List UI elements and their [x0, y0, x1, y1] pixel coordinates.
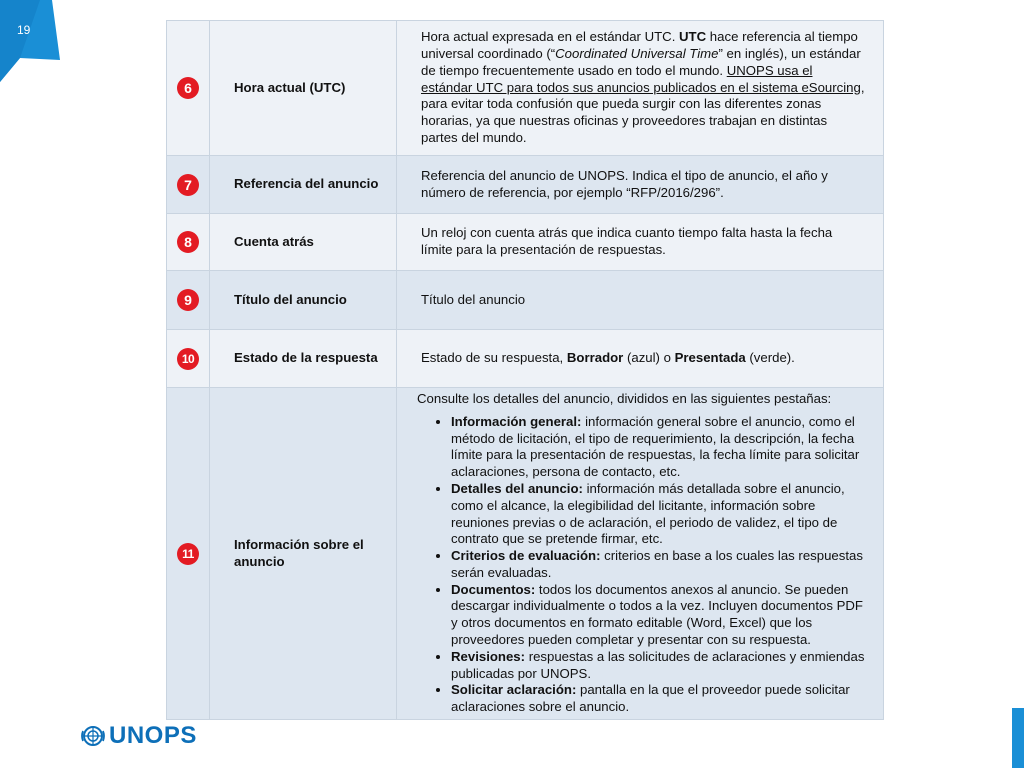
table-row [167, 156, 884, 214]
table-row [167, 388, 884, 720]
row-description: Un reloj con cuenta atrás que indica cuanto tiempo falta hasta la fecha límite para la presentación de respuestas. [397, 214, 884, 271]
row-label: Información sobre el anuncio [210, 388, 397, 720]
accent-bar [1012, 708, 1024, 768]
row-description: Referencia del anuncio de UNOPS. Indica el tipo de anuncio, el año y número de referencia, por ejemplo “RFP/2016/296”. [397, 156, 884, 214]
table-row [167, 21, 884, 156]
row-label: Referencia del anuncio [210, 156, 397, 214]
list-item: • Información general: información general sobre el anuncio, como el método de licitación, el tipo de requerimiento, la descripción, la fecha límite para la presentación de respuestas, la fecha límite para solicitar aclaraciones, persona de contacto, etc. [451, 414, 865, 481]
unops-logo [80, 722, 197, 750]
tabs-intro: Consulte los detalles del anuncio, divididos en las siguientes pestañas: [417, 390, 832, 406]
list-item: • Revisiones: respuestas a las solicitudes de aclaraciones y enmiendas publicadas por UNOPS. [451, 649, 865, 683]
logo-text: UNOPS [109, 722, 197, 749]
un-emblem-icon [80, 723, 106, 749]
row-label: Cuenta atrás [210, 214, 397, 271]
list-item: • Detalles del anuncio: información más detallada sobre el anuncio, como el alcance, la elegibilidad del licitante, información sobre reuniones previas o de aclaración, el periodo de validez, el tipo de contrato que se pretende firmar, etc. [451, 481, 865, 548]
row-description: Título del anuncio [397, 271, 884, 330]
row-label: Hora actual (UTC) [210, 21, 397, 156]
row-label: Título del anuncio [210, 271, 397, 330]
number-badge: 10 [177, 348, 199, 370]
list-item: • Documentos: todos los documentos anexos al anuncio. Se pueden descargar individualmente o todos a la vez. Incluyen documentos PDF y otros documentos en formato editable (Word, Excel) que los proveedores pueden completar y presentar con su respuesta. [451, 582, 865, 649]
number-badge: 11 [177, 543, 199, 565]
table-row [167, 214, 884, 271]
number-badge: 7 [177, 174, 199, 196]
number-badge: 8 [177, 231, 199, 253]
row-description: Hora actual expresada en el estándar UTC. UTC hace referencia al tiempo universal coordinado (“Coordinated Universal Time” en inglés), un estándar de tiempo frecuentemente usado en todo el mundo. UNOPS usa el estándar UTC para todos sus anuncios publicados en el sistema eSourcing, para evitar toda confusión que pueda surgir con las diferentes zonas horarias, ya que nuestras oficinas y proveedores trabajan en distintas partes del mundo. [397, 21, 884, 156]
page-number-badge [0, 0, 60, 82]
row-description [397, 388, 884, 720]
table-row [167, 330, 884, 388]
row-description: Estado de su respuesta, Borrador (azul) o Presentada (verde). [397, 330, 884, 388]
number-badge: 6 [177, 77, 199, 99]
fields-table [166, 20, 884, 720]
list-item: • Criterios de evaluación: criterios en base a los cuales las respuestas serán evaluadas. [451, 548, 865, 582]
row-label: Estado de la respuesta [210, 330, 397, 388]
number-badge: 9 [177, 289, 199, 311]
list-item: • Solicitar aclaración: pantalla en la que el proveedor puede solicitar aclaraciones sobre el anuncio. [451, 682, 865, 716]
table-row [167, 271, 884, 330]
tabs-list [421, 414, 865, 716]
page-number: 19 [17, 23, 31, 37]
